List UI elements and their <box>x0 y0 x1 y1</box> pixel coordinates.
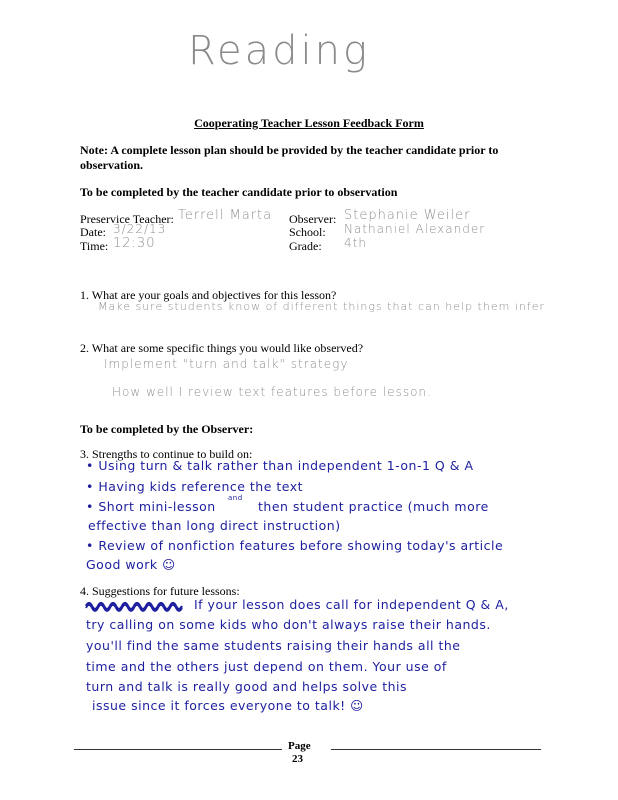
q4-answer-line-4: time and the others just depend on them. Your use of <box>86 659 447 674</box>
q3-answer-line-3: • Short mini-lesson <box>86 499 216 514</box>
q4-answer-line-1: If your lesson does call for independent Q & A, <box>194 597 509 612</box>
q1-answer: Make sure students know of different things that can help them infer <box>98 300 546 313</box>
q3-answer-line-4: effective than long direct instruction) <box>88 518 341 533</box>
school-label: School: <box>289 225 326 239</box>
date-value: 3/22/13 <box>113 222 167 236</box>
q3-answer-line-2: • Having kids reference the text <box>86 479 304 494</box>
page-number: 23 <box>292 753 303 765</box>
q3-answer-line-6: Good work ☺ <box>86 557 176 572</box>
observer-label: Observer: <box>289 212 337 226</box>
preservice-teacher-label: Preservice Teacher: <box>80 212 174 226</box>
q3-answer-line-1: • Using turn & talk rather than independent 1-on-1 Q & A <box>86 458 474 473</box>
q2-question: 2. What are some specific things you would like observed? <box>80 341 364 355</box>
q2-answer-line-1: Implement "turn and talk" strategy <box>104 357 349 371</box>
date-label: Date: <box>80 225 106 239</box>
q4-question: 4. Suggestions for future lessons: <box>80 584 240 598</box>
observer-section-heading: To be completed by the Observer: <box>80 422 254 436</box>
q1-question: 1. What are your goals and objectives for this lesson? <box>80 288 337 302</box>
grade-label: Grade: <box>289 239 322 253</box>
footer-line-left <box>74 749 282 750</box>
observer-value: Stephanie Weiler <box>344 208 471 223</box>
q3-answer-and-insert: and <box>228 494 243 502</box>
school-value: Nathaniel Alexander <box>344 222 486 236</box>
q4-answer-line-5: turn and talk is really good and helps solve this <box>86 679 408 694</box>
time-value: 12:30 <box>113 236 156 251</box>
grade-value: 4th <box>344 236 367 250</box>
q3-question: 3. Strengths to continue to build on: <box>80 447 253 461</box>
q3-answer-line-3-cont: then student practice (much more <box>258 499 489 514</box>
page-label: Page <box>288 740 311 752</box>
candidate-section-heading: To be completed by the teacher candidate prior to observation <box>80 185 398 199</box>
form-title: Cooperating Teacher Lesson Feedback Form <box>194 116 424 130</box>
q4-answer-line-6: issue since it forces everyone to talk! ☺ <box>92 698 364 713</box>
q2-answer-line-2: How well I review text features before lesson. <box>112 385 432 399</box>
q4-answer-line-2: try calling on some kids who don't always raise their hands. <box>86 617 491 632</box>
handwritten-title: Reading <box>188 28 370 74</box>
form-note: Note: A complete lesson plan should be provided by the teacher candidate prior to observation. <box>80 143 499 172</box>
time-label: Time: <box>80 239 109 253</box>
q4-answer-line-3: you'll find the same students raising their hands all the <box>86 638 461 653</box>
scribbled-out-text <box>84 599 188 613</box>
q3-answer-line-5: • Review of nonfiction features before showing today's article <box>86 538 504 553</box>
footer-line-right <box>331 749 541 750</box>
preservice-teacher-value: Terrell Marta <box>178 208 273 223</box>
